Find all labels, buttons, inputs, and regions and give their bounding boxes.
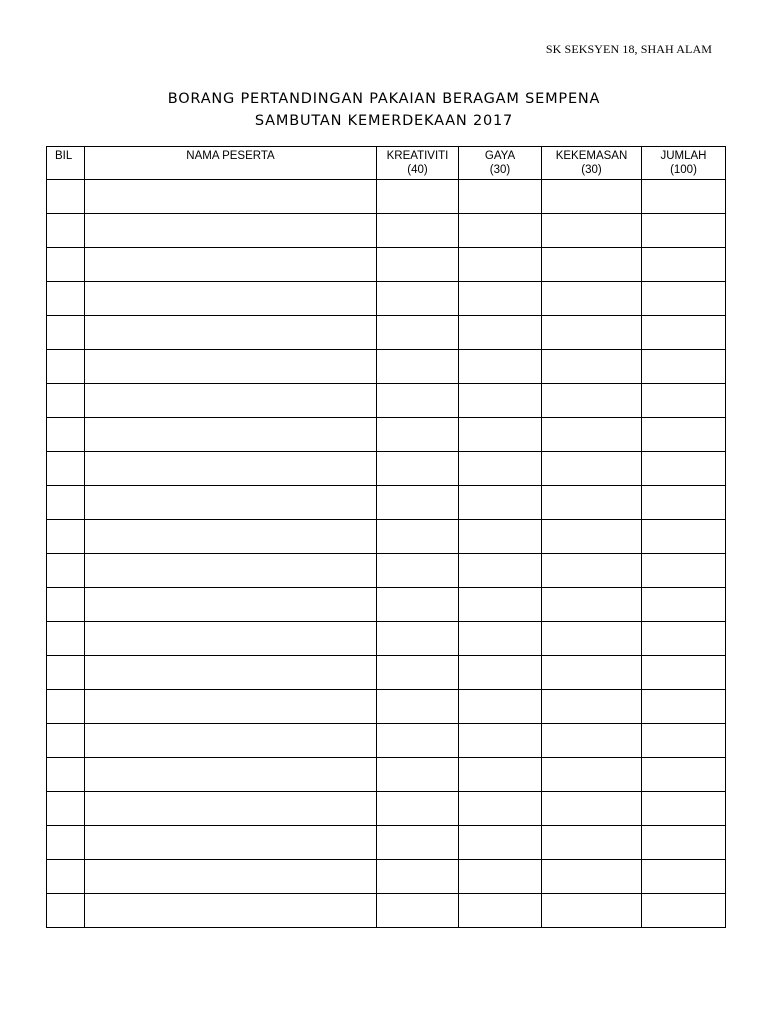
cell-kekemasan (542, 282, 642, 316)
cell-bil (47, 316, 85, 350)
cell-nama-peserta (85, 248, 377, 282)
school-name: SK SEKSYEN 18, SHAH ALAM (545, 42, 712, 56)
cell-nama-peserta (85, 350, 377, 384)
cell-jumlah (642, 316, 726, 350)
cell-nama-peserta (85, 894, 377, 928)
table-row (47, 588, 726, 622)
col-header-label: KREATIVITI (386, 150, 449, 162)
cell-nama-peserta (85, 554, 377, 588)
col-header-kreativiti (377, 147, 459, 180)
table-row (47, 316, 726, 350)
cell-jumlah (642, 588, 726, 622)
cell-kreativiti (377, 180, 459, 214)
cell-gaya (459, 690, 542, 724)
table-row (47, 282, 726, 316)
cell-nama-peserta (85, 214, 377, 248)
cell-gaya (459, 554, 542, 588)
cell-bil (47, 384, 85, 418)
cell-kreativiti (377, 588, 459, 622)
cell-gaya (459, 622, 542, 656)
col-header-nama-peserta (85, 147, 377, 180)
col-header-label: JUMLAH (660, 150, 707, 162)
cell-kreativiti (377, 622, 459, 656)
cell-kreativiti (377, 384, 459, 418)
cell-gaya (459, 792, 542, 826)
cell-gaya (459, 214, 542, 248)
cell-gaya (459, 758, 542, 792)
cell-kreativiti (377, 452, 459, 486)
title-line-2: SAMBUTAN KEMERDEKAAN 2017 (254, 113, 514, 129)
cell-jumlah (642, 826, 726, 860)
table-row (47, 384, 726, 418)
cell-bil (47, 588, 85, 622)
cell-kekemasan (542, 452, 642, 486)
cell-kreativiti (377, 350, 459, 384)
cell-jumlah (642, 656, 726, 690)
cell-bil (47, 860, 85, 894)
cell-bil (47, 452, 85, 486)
cell-jumlah (642, 418, 726, 452)
col-header-gaya (459, 147, 542, 180)
col-header-max-score: (30) (489, 164, 511, 176)
cell-bil (47, 894, 85, 928)
cell-kreativiti (377, 214, 459, 248)
cell-kekemasan (542, 316, 642, 350)
cell-kreativiti (377, 826, 459, 860)
cell-gaya (459, 826, 542, 860)
cell-jumlah (642, 282, 726, 316)
cell-kekemasan (542, 214, 642, 248)
col-header-label: BIL (55, 150, 73, 162)
cell-kekemasan (542, 248, 642, 282)
cell-nama-peserta (85, 282, 377, 316)
table-row (47, 758, 726, 792)
cell-gaya (459, 350, 542, 384)
cell-kekemasan (542, 758, 642, 792)
cell-jumlah (642, 554, 726, 588)
cell-jumlah (642, 860, 726, 894)
cell-nama-peserta (85, 452, 377, 486)
cell-kreativiti (377, 860, 459, 894)
table-row (47, 860, 726, 894)
cell-kekemasan (542, 554, 642, 588)
col-header-max-score: (100) (670, 164, 697, 176)
cell-gaya (459, 282, 542, 316)
cell-gaya (459, 588, 542, 622)
cell-jumlah (642, 214, 726, 248)
cell-jumlah (642, 520, 726, 554)
cell-bil (47, 418, 85, 452)
cell-gaya (459, 724, 542, 758)
col-header-label: KEKEMASAN (555, 150, 628, 162)
cell-kekemasan (542, 792, 642, 826)
cell-jumlah (642, 384, 726, 418)
cell-jumlah (642, 452, 726, 486)
cell-kreativiti (377, 282, 459, 316)
table-row (47, 656, 726, 690)
cell-kekemasan (542, 588, 642, 622)
cell-kekemasan (542, 690, 642, 724)
cell-gaya (459, 860, 542, 894)
table-body (47, 180, 726, 928)
cell-jumlah (642, 248, 726, 282)
cell-jumlah (642, 180, 726, 214)
cell-bil (47, 486, 85, 520)
cell-bil (47, 826, 85, 860)
cell-bil (47, 792, 85, 826)
cell-kreativiti (377, 690, 459, 724)
cell-nama-peserta (85, 418, 377, 452)
cell-kekemasan (542, 724, 642, 758)
cell-gaya (459, 418, 542, 452)
table-row (47, 724, 726, 758)
cell-jumlah (642, 894, 726, 928)
cell-kekemasan (542, 384, 642, 418)
cell-bil (47, 282, 85, 316)
table-row (47, 214, 726, 248)
cell-kekemasan (542, 622, 642, 656)
cell-nama-peserta (85, 520, 377, 554)
cell-kekemasan (542, 894, 642, 928)
cell-jumlah (642, 724, 726, 758)
table-row (47, 622, 726, 656)
cell-gaya (459, 486, 542, 520)
cell-kekemasan (542, 860, 642, 894)
table-row (47, 486, 726, 520)
cell-bil (47, 622, 85, 656)
cell-nama-peserta (85, 792, 377, 826)
cell-nama-peserta (85, 486, 377, 520)
cell-jumlah (642, 792, 726, 826)
col-header-max-score: (40) (407, 164, 428, 176)
cell-bil (47, 758, 85, 792)
table-row (47, 690, 726, 724)
cell-kreativiti (377, 418, 459, 452)
cell-nama-peserta (85, 860, 377, 894)
col-header-bil (47, 147, 85, 180)
col-header-label: NAMA PESERTA (186, 150, 275, 162)
cell-jumlah (642, 622, 726, 656)
table-row (47, 520, 726, 554)
cell-nama-peserta (85, 622, 377, 656)
cell-gaya (459, 316, 542, 350)
col-header-label: GAYA (484, 150, 516, 162)
cell-bil (47, 214, 85, 248)
table-row (47, 894, 726, 928)
cell-nama-peserta (85, 180, 377, 214)
cell-nama-peserta (85, 826, 377, 860)
table-row (47, 180, 726, 214)
cell-kreativiti (377, 758, 459, 792)
cell-bil (47, 656, 85, 690)
cell-kreativiti (377, 724, 459, 758)
cell-bil (47, 690, 85, 724)
cell-kreativiti (377, 248, 459, 282)
cell-gaya (459, 894, 542, 928)
cell-nama-peserta (85, 384, 377, 418)
cell-kekemasan (542, 350, 642, 384)
form-title (0, 88, 768, 132)
cell-kekemasan (542, 656, 642, 690)
table-header-row (47, 147, 726, 180)
cell-nama-peserta (85, 316, 377, 350)
cell-gaya (459, 248, 542, 282)
cell-gaya (459, 384, 542, 418)
cell-jumlah (642, 350, 726, 384)
cell-kreativiti (377, 792, 459, 826)
cell-bil (47, 350, 85, 384)
col-header-max-score: (30) (581, 164, 602, 176)
cell-bil (47, 180, 85, 214)
cell-gaya (459, 452, 542, 486)
cell-gaya (459, 180, 542, 214)
cell-jumlah (642, 486, 726, 520)
cell-nama-peserta (85, 656, 377, 690)
cell-kreativiti (377, 554, 459, 588)
cell-kreativiti (377, 486, 459, 520)
cell-kreativiti (377, 656, 459, 690)
col-header-jumlah (642, 147, 726, 180)
cell-kreativiti (377, 894, 459, 928)
score-table (46, 146, 726, 928)
cell-gaya (459, 656, 542, 690)
cell-kreativiti (377, 316, 459, 350)
table-row (47, 826, 726, 860)
cell-kekemasan (542, 826, 642, 860)
cell-kekemasan (542, 520, 642, 554)
cell-bil (47, 248, 85, 282)
cell-kekemasan (542, 180, 642, 214)
cell-nama-peserta (85, 588, 377, 622)
cell-bil (47, 724, 85, 758)
cell-nama-peserta (85, 690, 377, 724)
cell-kekemasan (542, 486, 642, 520)
cell-nama-peserta (85, 724, 377, 758)
cell-jumlah (642, 690, 726, 724)
cell-gaya (459, 520, 542, 554)
title-line-1: BORANG PERTANDINGAN PAKAIAN BERAGAM SEMPENA (167, 91, 601, 107)
col-header-kekemasan (542, 147, 642, 180)
table-row (47, 792, 726, 826)
cell-bil (47, 520, 85, 554)
table-row (47, 350, 726, 384)
cell-jumlah (642, 758, 726, 792)
table-row (47, 248, 726, 282)
cell-bil (47, 554, 85, 588)
table-row (47, 452, 726, 486)
table-row (47, 554, 726, 588)
cell-kekemasan (542, 418, 642, 452)
table-row (47, 418, 726, 452)
cell-nama-peserta (85, 758, 377, 792)
cell-kreativiti (377, 520, 459, 554)
